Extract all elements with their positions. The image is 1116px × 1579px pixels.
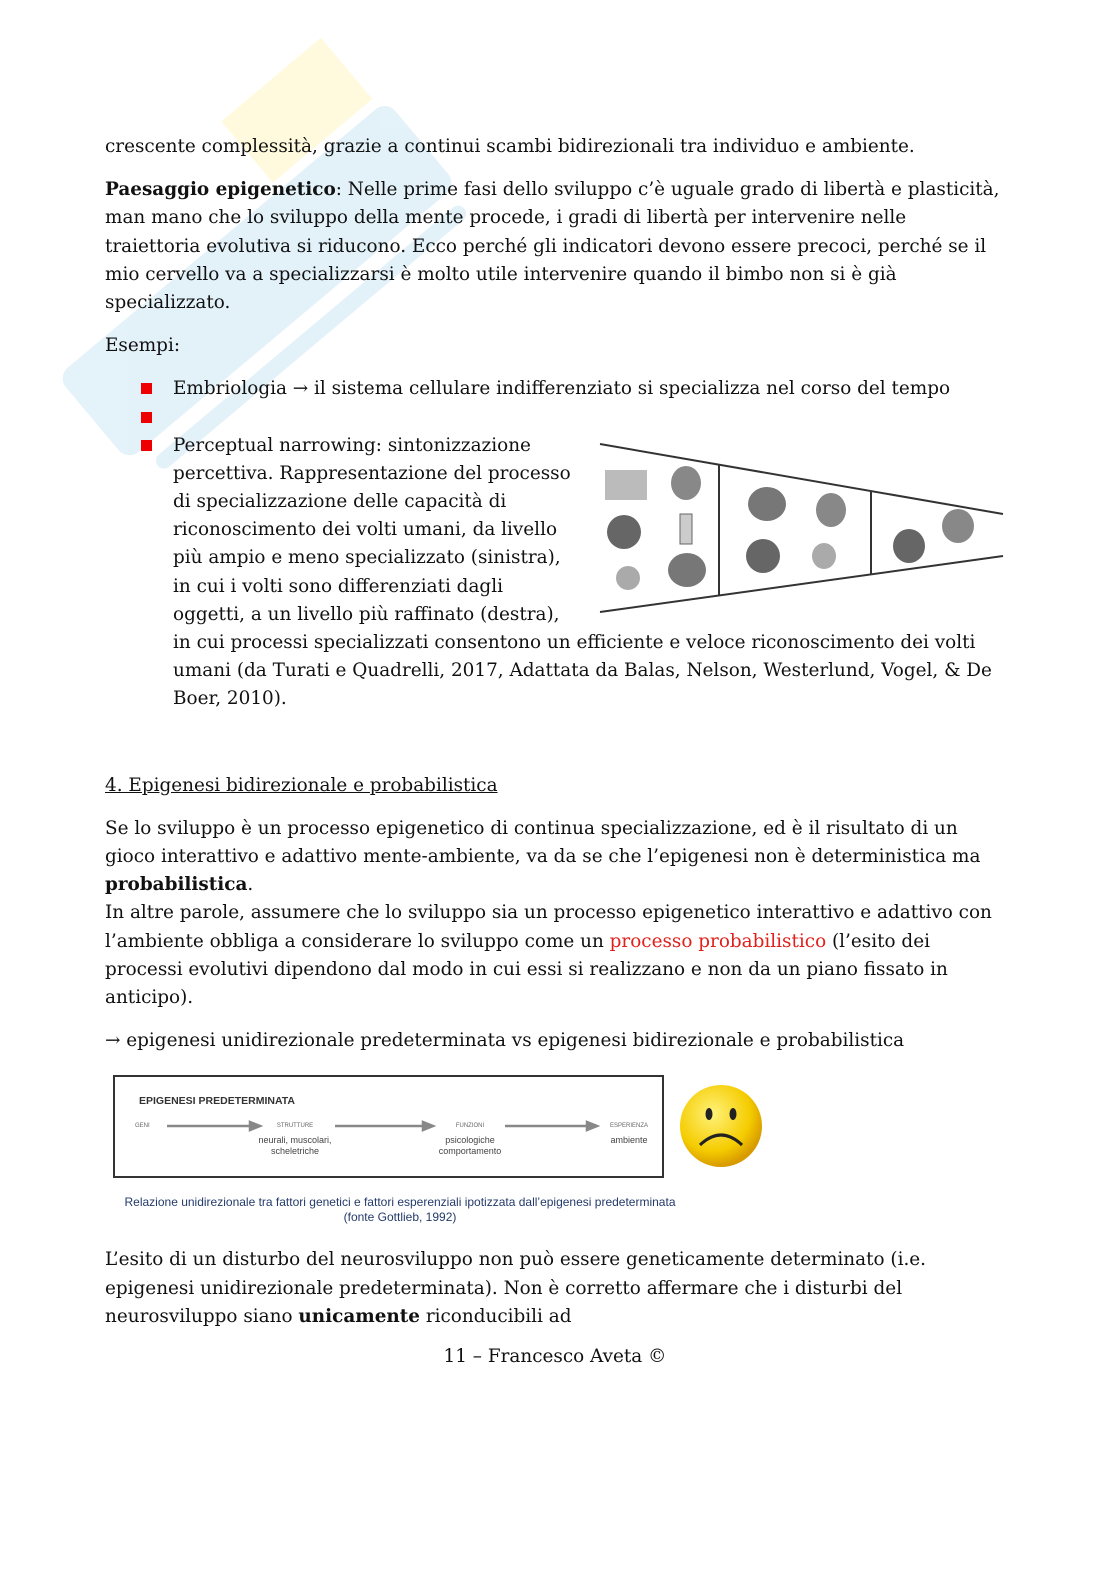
paragraph: → epigenesi unidirezionale predeterminata vs epigenesi bidirezionale e probabilistica [105,1030,905,1052]
bullet-icon [141,383,152,394]
paragraph: crescente complessità, grazie a continui scambi bidirezionali tra individuo e ambiente. [105,136,915,157]
text: : Nelle prime fasi dello sviluppo c’è uguale grado di libertà e plasticità, man mano che lo sviluppo della mente procede, i gradi di libertà per intervenire nelle traiettoria evolutiva si riducono. Ecco perché gli indicatori devono essere precoci, perché se il mio cervello va a specializzarsi è molto utile intervenire quando il bimbo non si è già specializzato. [105,179,1000,314]
text: riconducibili ad [419,1305,572,1327]
text: Se lo sviluppo è un processo epigenetico di continua specializzazione, ed è il risultato di un gioco interattivo e adattivo mente-ambiente, va da se che l’epigenesi non è deterministica ma [105,817,981,868]
perceptual-narrowing-figure [595,434,1010,614]
bullet-icon [141,440,152,451]
list-item [105,375,1005,403]
node-sub: neurali, muscolari, scheletriche [258,1135,332,1157]
highlight: processo probabilistico [609,930,827,952]
caption-line: Relazione unidirezionale tra fattori genetici e fattori esperenziali ipotizzata dall’epigenesi predeterminata [124,1195,676,1210]
figure-caption [105,1195,695,1225]
list-item [105,404,1005,432]
caption-source: (fonte Gottlieb, 1992) [343,1210,457,1225]
emphasis: probabilistica [105,874,248,896]
text: (l’esito dei processi evolutivi dipendono dal modo in cui essi si realizzano e non da un piano fissato in anticipo). [105,930,948,1009]
node-label: FUNZIONI [455,1123,485,1130]
examples-label: Esempi: [105,335,181,357]
node-sub: psicologiche comportamento [438,1135,502,1157]
examples-list [105,375,1005,713]
arrows [115,1077,662,1176]
paragraph [105,815,1005,1012]
diagram-figure [105,1071,1005,1231]
list-item-text: Perceptual narrowing: sintonizzazione percettiva. Rappresentazione del processo di specializzazione delle capacità di riconoscimento dei volti umani, da livello più ampio e meno specializzato (sinistra), in cui i volti sono differenziati dagli oggetti, a un livello più raffinato (destra), in cui processi specializzati consentono un efficiente e veloce riconoscimento dei volti umani (da Turati e Quadrelli, 2017, Adattata da Balas, Nelson, Westerlund, Vogel, & De Boer, 2010). [173,434,992,710]
text: . [247,874,254,896]
term: Paesaggio epigenetico [105,179,336,201]
paragraph [105,1246,1005,1331]
node-label: STRUTTURE [276,1123,314,1130]
paragraph-paesaggio [105,176,1005,317]
page-footer: 11 – Francesco Aveta © [443,1346,667,1368]
diagram-title: EPIGENESI PREDETERMINATA [139,1095,295,1108]
emphasis: unicamente [298,1305,420,1327]
list-item [105,432,1005,714]
epigenesi-diagram [113,1075,664,1178]
node-label: GENI [135,1123,150,1130]
text: In altre parole, assumere che lo sviluppo sia un processo epigenetico interattivo e adattivo con l’ambiente obbliga a considerare lo sviluppo come un [105,902,992,952]
node-sub: ambiente [610,1135,648,1146]
sad-face-icon [676,1081,768,1173]
text: L’esito di un disturbo del neurosviluppo non può essere geneticamente determinato (i.e. epigenesi unidirezionale predeterminata). Non è corretto affermare che i disturbi del neurosviluppo siano [105,1249,927,1327]
list-item-text: Embriologia → il sistema cellulare indifferenziato si specializza nel corso del tempo [173,378,951,400]
bullet-icon [141,412,152,423]
section-heading: 4. Epigenesi bidirezionale e probabilistica [105,774,498,796]
node-label: ESPERIENZA [609,1123,648,1130]
